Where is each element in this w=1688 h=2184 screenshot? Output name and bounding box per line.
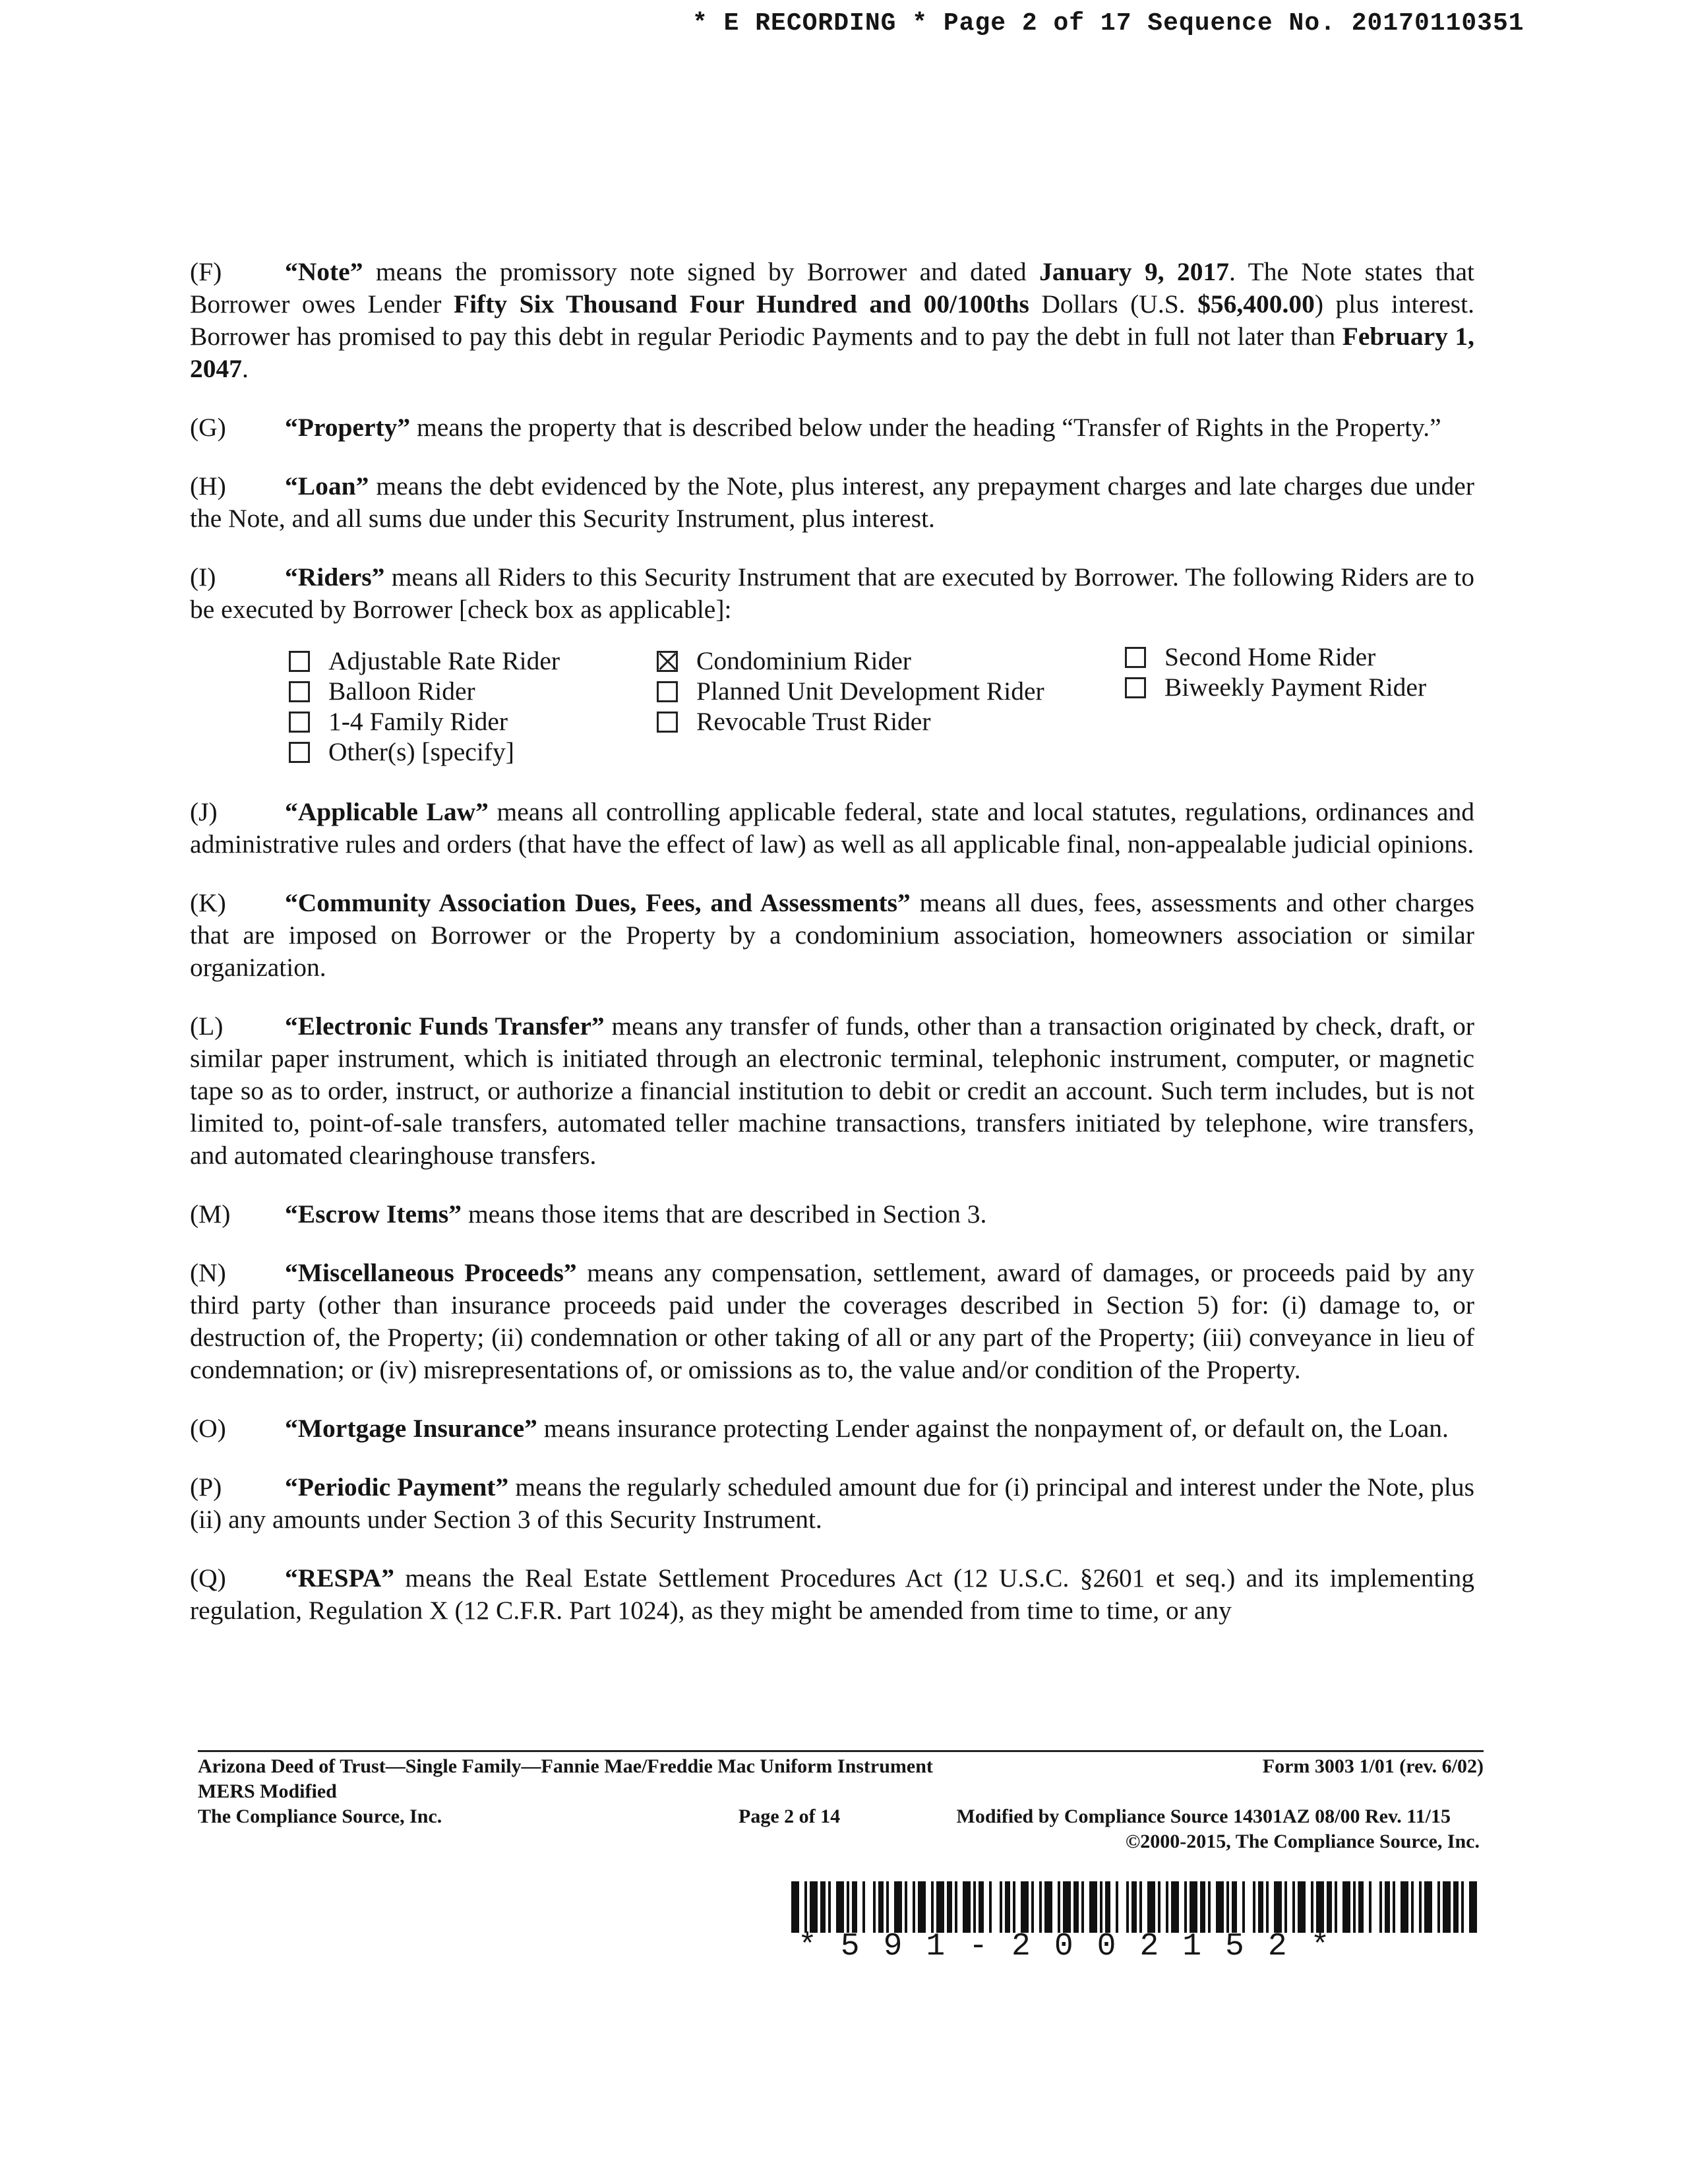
section-term: “Electronic Funds Transfer” bbox=[285, 1011, 605, 1041]
section-letter: (M) bbox=[190, 1199, 231, 1228]
section-letter: (N) bbox=[190, 1258, 226, 1287]
rider-label: Planned Unit Development Rider bbox=[696, 676, 1044, 706]
section-text: means the property that is described below under the heading “Transfer of Rights in the Property.” bbox=[410, 412, 1441, 442]
section-term: “Escrow Items” bbox=[285, 1199, 462, 1228]
rider-label: Second Home Rider bbox=[1164, 642, 1376, 671]
rider-label: Revocable Trust Rider bbox=[696, 706, 931, 736]
section-term: “Community Association Dues, Fees, and Assessments” bbox=[285, 888, 911, 917]
barcode-bar bbox=[1316, 1881, 1324, 1933]
section-text: means those items that are described in Section 3. bbox=[462, 1199, 987, 1228]
barcode-bar bbox=[913, 1881, 915, 1933]
barcode-bar bbox=[1147, 1881, 1155, 1933]
company-name: The Compliance Source, Inc. bbox=[198, 1805, 442, 1827]
rider-revocable-trust bbox=[657, 706, 930, 737]
barcode-bar bbox=[1089, 1881, 1097, 1933]
barcode-bar bbox=[1453, 1881, 1459, 1933]
barcode-bar bbox=[1105, 1881, 1110, 1933]
modified-note: Modified by Compliance Source 14301AZ 08/00 Rev. 11/15 bbox=[956, 1805, 1451, 1827]
barcode-bar bbox=[820, 1881, 826, 1933]
barcode-bar bbox=[847, 1881, 849, 1933]
barcode-bar bbox=[1292, 1881, 1295, 1933]
barcode-bar bbox=[1100, 1881, 1102, 1933]
rider-second-home bbox=[1125, 642, 1375, 672]
barcode-bar bbox=[1369, 1881, 1372, 1933]
section-term: “Periodic Payment” bbox=[285, 1472, 509, 1502]
rider-other bbox=[289, 737, 514, 767]
section-text: means the regularly scheduled amount due for (i) principal and interest under the Note, plus (ii) any amounts under Section 3 of this Security Instrument. bbox=[190, 1472, 1474, 1534]
barcode-bar bbox=[878, 1881, 884, 1933]
section-i bbox=[190, 561, 1474, 626]
rider-condominium bbox=[657, 646, 911, 676]
section-letter: (K) bbox=[190, 888, 226, 917]
barcode-bar bbox=[989, 1881, 992, 1933]
barcode-bar bbox=[1379, 1881, 1382, 1933]
rider-adjustable-rate bbox=[289, 646, 560, 676]
barcode-bar bbox=[1461, 1881, 1464, 1933]
section-o bbox=[190, 1412, 1474, 1445]
section-letter: (Q) bbox=[190, 1563, 226, 1592]
section-l bbox=[190, 1010, 1474, 1172]
barcode-bar bbox=[1021, 1881, 1029, 1933]
amount-figure: $56,400.00 bbox=[1197, 289, 1315, 318]
section-text: means all dues, fees, assessments and other charges that are imposed on Borrower or the Property by a condominium association, homeowners association or similar organization. bbox=[190, 888, 1474, 982]
footer-rule bbox=[198, 1750, 1484, 1752]
rider-label: Biweekly Payment Rider bbox=[1164, 672, 1427, 702]
barcode-bar bbox=[1327, 1881, 1332, 1933]
barcode-bar bbox=[1284, 1881, 1287, 1933]
section-term: “Applicable Law” bbox=[285, 797, 489, 826]
barcode-bar bbox=[963, 1881, 971, 1933]
rider-label: Balloon Rider bbox=[328, 676, 475, 706]
section-letter: (O) bbox=[190, 1413, 226, 1443]
rider-1-4-family bbox=[289, 706, 508, 737]
rider-checkbox[interactable] bbox=[657, 681, 678, 702]
barcode-bar bbox=[947, 1881, 952, 1933]
barcode-bar bbox=[1073, 1881, 1079, 1933]
rider-balloon bbox=[289, 676, 475, 706]
barcode-bar bbox=[1443, 1881, 1451, 1933]
section-j bbox=[190, 796, 1474, 861]
barcode-bar bbox=[1358, 1881, 1364, 1933]
section-term: “Miscellaneous Proceeds” bbox=[285, 1258, 577, 1287]
mers-label: MERS Modified bbox=[198, 1780, 337, 1802]
section-k bbox=[190, 887, 1474, 984]
barcode-bar bbox=[1424, 1881, 1432, 1933]
section-text: . bbox=[242, 353, 249, 383]
form-number: Form 3003 1/01 (rev. 6/02) bbox=[1262, 1755, 1484, 1777]
barcode-bar bbox=[1469, 1881, 1477, 1933]
section-letter: (I) bbox=[190, 562, 216, 592]
rider-label: Condominium Rider bbox=[696, 646, 911, 675]
barcode-bar bbox=[1385, 1881, 1390, 1933]
maturity-date: February 1, 2047 bbox=[190, 321, 1474, 383]
barcode-bar bbox=[1044, 1881, 1052, 1933]
barcode-bar bbox=[1063, 1881, 1071, 1933]
rider-planned-unit-development bbox=[657, 676, 1044, 706]
barcode-bar bbox=[905, 1881, 907, 1933]
recording-header: * E RECORDING * Page 2 of 17 Sequence No. 20170110351 bbox=[692, 9, 1524, 38]
section-text: means the promissory note signed by Borrower and dated bbox=[363, 257, 1040, 286]
section-text: means any transfer of funds, other than a transaction originated by check, draft, or similar paper instrument, which is initiated through an electronic terminal, telephonic instrument, computer, or magnetic tape so as to order, instruct, or authorize a financial institution to debit or credit an account. Such term includes, but is not limited to, point-of-sale transfers, automated teller machine transactions, transfers initiated by telephone, wire transfers, and automated clearinghouse transfers. bbox=[190, 1011, 1474, 1170]
section-letter: (H) bbox=[190, 471, 226, 501]
rider-checkbox[interactable] bbox=[1125, 677, 1146, 698]
form-title: Arizona Deed of Trust—Single Family—Fannie Mae/Freddie Mac Uniform Instrument bbox=[198, 1755, 933, 1777]
section-text: means all controlling applicable federal, state and local statutes, regulations, ordinances and administrative rules and orders (that have the effect of law) as well as all applicable final, non-appealable judicial opinions. bbox=[190, 797, 1474, 859]
section-term: “Mortgage Insurance” bbox=[285, 1413, 537, 1443]
rider-label: Adjustable Rate Rider bbox=[328, 646, 560, 675]
section-text: means insurance protecting Lender against the nonpayment of, or default on, the Loan. bbox=[537, 1413, 1449, 1443]
barcode-bar bbox=[1031, 1881, 1034, 1933]
barcode-bar bbox=[1184, 1881, 1187, 1933]
section-term: “Riders” bbox=[285, 562, 385, 592]
barcode-bar bbox=[810, 1881, 818, 1933]
barcode-bar bbox=[1131, 1881, 1137, 1933]
barcode-bar bbox=[1258, 1881, 1263, 1933]
barcode-bar bbox=[1437, 1881, 1440, 1933]
barcode-bar bbox=[1311, 1881, 1313, 1933]
note-date: January 9, 2017 bbox=[1039, 257, 1229, 286]
barcode-bar bbox=[1200, 1881, 1205, 1933]
document-body bbox=[190, 229, 1474, 1653]
barcode-bar bbox=[1253, 1881, 1255, 1933]
section-term: “RESPA” bbox=[285, 1563, 395, 1592]
section-text: means all Riders to this Security Instrument that are executed by Borrower. The following Riders are to be executed by Borrower [check box as applicable]: bbox=[190, 562, 1474, 624]
barcode-bar bbox=[791, 1881, 799, 1933]
riders-checklist bbox=[190, 642, 1474, 767]
barcode-bar bbox=[1126, 1881, 1129, 1933]
section-p bbox=[190, 1471, 1474, 1536]
barcode-bar bbox=[1216, 1881, 1224, 1933]
barcode-bar bbox=[931, 1881, 934, 1933]
barcode-bar bbox=[973, 1881, 976, 1933]
section-g bbox=[190, 411, 1474, 444]
barcode-bar bbox=[1411, 1881, 1414, 1933]
barcode-bar bbox=[1190, 1881, 1197, 1933]
barcode-bar bbox=[1335, 1881, 1337, 1933]
barcode-bar bbox=[955, 1881, 957, 1933]
rider-checkbox[interactable] bbox=[289, 742, 310, 763]
section-letter: (L) bbox=[190, 1011, 224, 1041]
copyright: ©2000-2015, The Compliance Source, Inc. bbox=[1125, 1831, 1480, 1852]
section-letter: (J) bbox=[190, 797, 218, 826]
section-n bbox=[190, 1257, 1474, 1386]
amount-words: Fifty Six Thousand Four Hundred and 00/100ths bbox=[453, 289, 1029, 318]
barcode-bar bbox=[1274, 1881, 1282, 1933]
section-letter: (F) bbox=[190, 257, 222, 286]
section-text: means any compensation, settlement, award of damages, or proceeds paid by any third party (other than insurance proceeds paid under the coverages described in Section 5) for: (i) damage to, or destruction of, the Property; (ii) condemnation or other taking of all or any part of the Property; (iii) conveyance in lieu of condemnation; or (iv) misrepresentations of, or omissions as to, the value and/or condition of the Property. bbox=[190, 1258, 1474, 1384]
barcode-bar bbox=[1058, 1881, 1060, 1933]
section-letter: (P) bbox=[190, 1472, 222, 1502]
barcode-bar bbox=[1081, 1881, 1084, 1933]
barcode-bar bbox=[1005, 1881, 1010, 1933]
barcode-bar bbox=[1039, 1881, 1042, 1933]
section-text: means the debt evidenced by the Note, plus interest, any prepayment charges and late charges due under the Note, and all sums due under this Security Instrument, plus interest. bbox=[190, 471, 1474, 533]
barcode-bar bbox=[1000, 1881, 1002, 1933]
section-h bbox=[190, 470, 1474, 535]
barcode-bar bbox=[852, 1881, 857, 1933]
barcode-bar bbox=[836, 1881, 844, 1933]
rider-checkbox[interactable] bbox=[657, 712, 678, 733]
section-text: means the Real Estate Settlement Procedures Act (12 U.S.C. §2601 et seq.) and its implementing regulation, Regulation X (12 C.F.R. Part 1024), as they might be amended from time to time, or any bbox=[190, 1563, 1474, 1625]
rider-checkbox[interactable] bbox=[289, 681, 310, 702]
rider-label: 1-4 Family Rider bbox=[328, 706, 508, 736]
section-letter: (G) bbox=[190, 412, 226, 442]
rider-biweekly-payment bbox=[1125, 672, 1426, 702]
rider-checkbox[interactable] bbox=[289, 651, 310, 672]
section-text: Dollars (U.S. bbox=[1029, 289, 1198, 318]
barcode-bar bbox=[1353, 1881, 1356, 1933]
section-text: . The Note states that Borrower owes Lender bbox=[190, 257, 1474, 318]
section-f bbox=[190, 256, 1474, 385]
barcode-bar bbox=[1342, 1881, 1350, 1933]
barcode-bar bbox=[1401, 1881, 1408, 1933]
section-text: ) plus interest. Borrower has promised to pay this debt in regular Periodic Payments and to pay the debt in full not later than bbox=[190, 289, 1475, 351]
barcode-bar bbox=[936, 1881, 944, 1933]
form-footer bbox=[198, 1754, 1510, 1854]
page-number: Page 2 of 14 bbox=[738, 1805, 841, 1827]
barcode-bar bbox=[828, 1881, 831, 1933]
section-term: “Property” bbox=[285, 412, 411, 442]
barcode bbox=[791, 1881, 1480, 1933]
barcode-bar bbox=[1232, 1881, 1237, 1933]
barcode-bar bbox=[1393, 1881, 1395, 1933]
barcode-bar bbox=[1419, 1881, 1422, 1933]
barcode-bar bbox=[894, 1881, 902, 1933]
barcode-bar bbox=[1116, 1881, 1118, 1933]
rider-label: Other(s) [specify] bbox=[328, 737, 514, 766]
rider-checkbox-checked[interactable] bbox=[657, 651, 678, 672]
barcode-bar bbox=[1139, 1881, 1142, 1933]
barcode-bar bbox=[918, 1881, 926, 1933]
section-m bbox=[190, 1198, 1474, 1230]
section-term: “Note” bbox=[285, 257, 363, 286]
barcode-bar bbox=[1208, 1881, 1211, 1933]
barcode-bar bbox=[1242, 1881, 1245, 1933]
section-term: “Loan” bbox=[285, 471, 369, 501]
barcode-bar bbox=[1266, 1881, 1269, 1933]
barcode-bar bbox=[862, 1881, 865, 1933]
barcode-text: *591-2002152* bbox=[798, 1929, 1354, 1964]
barcode-bar bbox=[979, 1881, 984, 1933]
barcode-bar bbox=[1298, 1881, 1306, 1933]
section-q bbox=[190, 1562, 1474, 1627]
barcode-bar bbox=[873, 1881, 876, 1933]
barcode-bar bbox=[886, 1881, 889, 1933]
barcode-bar bbox=[1013, 1881, 1015, 1933]
barcode-bar bbox=[1171, 1881, 1179, 1933]
rider-checkbox[interactable] bbox=[289, 712, 310, 733]
barcode-bar bbox=[804, 1881, 807, 1933]
rider-checkbox[interactable] bbox=[1125, 647, 1146, 668]
barcode-bar bbox=[1226, 1881, 1229, 1933]
barcode-bar bbox=[1166, 1881, 1168, 1933]
barcode-bar bbox=[1158, 1881, 1160, 1933]
